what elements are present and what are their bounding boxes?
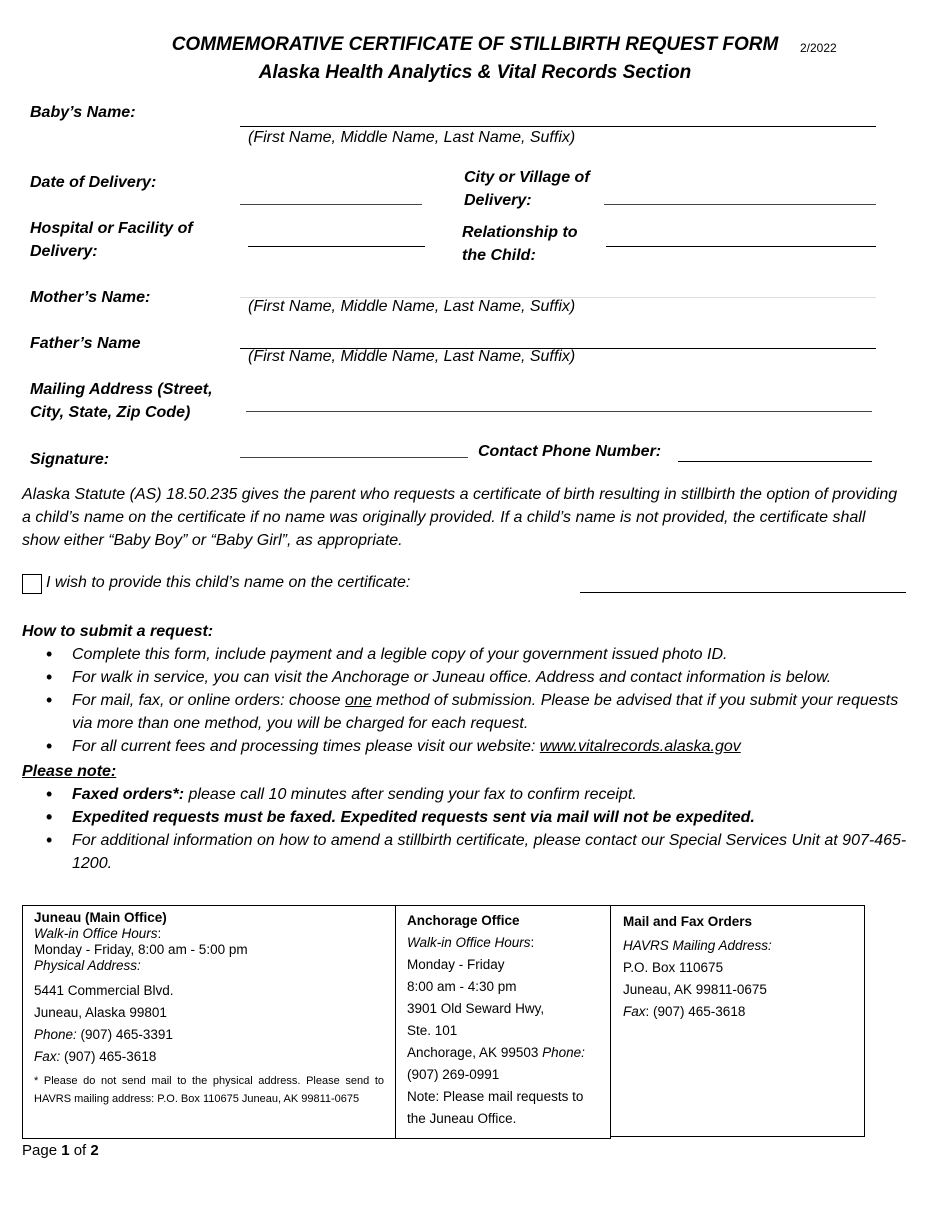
note-item-amend: • For additional information on how to amend a stillbirth certificate, please contact our Special Services Unit at 907-465-1200. <box>22 829 922 875</box>
juneau-mail-note: * Please do not send mail to the physical address. Please send to HAVRS mailing address: P.O. Box 110675 Juneau, AK 99811-0675 <box>34 1075 384 1105</box>
website-link[interactable]: www.vitalrecords.alaska.gov <box>539 738 741 755</box>
anchorage-address-line2: Ste. 101 <box>407 1023 458 1038</box>
date-of-delivery-label: Date of Delivery: <box>30 174 157 191</box>
city-of-delivery-field[interactable] <box>604 204 876 205</box>
hospital-label: Hospital or Facility of Delivery: <box>30 220 193 260</box>
juneau-address-line2: Juneau, Alaska 99801 <box>34 1005 167 1020</box>
provide-name-checkbox[interactable] <box>22 574 42 599</box>
how-to-item-fees: • For all current fees and processing times please visit our website: www.vitalrecords.alaska.gov <box>22 735 922 758</box>
mailing-address-label: Mailing Address (Street, City, State, Zip Code) <box>30 381 213 421</box>
please-note-heading: Please note: <box>22 763 117 780</box>
contact-phone-field[interactable] <box>678 461 872 462</box>
relationship-label: Relationship to the Child: <box>462 224 578 264</box>
juneau-office-box: Juneau (Main Office) Walk-in Office Hours: Monday - Friday, 8:00 am - 5:00 pm Physical Address: 5441 Commercial Blvd. Juneau, Alaska 99801 Phone: (907) 465-3391 Fax: (907) 465-3618 * Please do not send mail to the physical address. Please send to HAVRS mailing address: P.O. Box 110675 Juneau, AK 99811-0675 <box>22 905 396 1139</box>
note-item-expedited: • Expedited requests must be faxed. Expedited requests sent via mail will not be expedited. <box>22 806 922 829</box>
mother-name-label: Mother’s Name: <box>30 289 151 306</box>
baby-name-field[interactable] <box>240 126 876 127</box>
juneau-address-line1: 5441 Commercial Blvd. <box>34 983 174 998</box>
juneau-fax: Fax: (907) 465-3618 <box>34 1049 157 1064</box>
form-title: COMMEMORATIVE CERTIFICATE OF STILLBIRTH REQUEST FORM <box>171 34 779 55</box>
anchorage-hours-label: Walk-in Office Hours <box>407 935 531 950</box>
mail-fax-fax: Fax: (907) 465-3618 <box>623 1004 746 1019</box>
provide-name-field[interactable] <box>580 592 906 593</box>
how-to-submit-section <box>22 620 922 758</box>
baby-name-hint: (First Name, Middle Name, Last Name, Suffix) <box>248 129 576 146</box>
page-number: Page 1 of 2 <box>22 1142 99 1159</box>
mailing-address-field[interactable] <box>246 411 872 412</box>
father-name-label: Father’s Name <box>30 335 141 352</box>
anchorage-phone: (907) 269-0991 <box>407 1067 500 1082</box>
date-of-delivery-field[interactable] <box>240 204 422 205</box>
relationship-field[interactable] <box>606 246 876 247</box>
juneau-hours: Monday - Friday, 8:00 am - 5:00 pm <box>34 942 248 957</box>
provide-name-label: I wish to provide this child’s name on the certificate: <box>46 574 411 591</box>
anchorage-title: Anchorage Office <box>407 913 520 928</box>
mother-name-hint: (First Name, Middle Name, Last Name, Suffix) <box>248 298 576 315</box>
juneau-title: Juneau (Main Office) <box>34 910 167 925</box>
father-name-hint: (First Name, Middle Name, Last Name, Suffix) <box>248 348 576 365</box>
revision-date: 2/2022 <box>800 41 837 55</box>
anchorage-office-box: Anchorage Office Walk-in Office Hours: Monday - Friday 8:00 am - 4:30 pm 3901 Old Seward Hwy, Ste. 101 Anchorage, AK 99503 Phone: (907) 269-0991 Note: Please mail requests to the Juneau Office. <box>395 905 611 1139</box>
mail-fax-po-box: P.O. Box 110675 <box>623 960 724 975</box>
anchorage-hours: 8:00 am - 4:30 pm <box>407 979 517 994</box>
baby-name-label: Baby’s Name: <box>30 104 136 121</box>
signature-field[interactable] <box>240 457 468 458</box>
how-to-item-method: • For mail, fax, or online orders: choose one method of submission. Please be advised that if you submit your requests via more than one method, you will be charged for each request. <box>22 689 922 735</box>
juneau-physical-label: Physical Address: <box>34 958 141 973</box>
juneau-hours-label: Walk-in Office Hours <box>34 926 158 941</box>
note-item-faxed: • Faxed orders*: please call 10 minutes after sending your fax to confirm receipt. <box>22 783 922 806</box>
mail-fax-mailing-label: HAVRS Mailing Address: <box>623 938 772 953</box>
hospital-field[interactable] <box>248 246 425 247</box>
anchorage-address-line3: Anchorage, AK 99503 Phone: <box>407 1045 585 1060</box>
mail-fax-box <box>610 905 865 1137</box>
anchorage-note-line1: Note: Please mail requests to <box>407 1089 584 1104</box>
how-to-item-form: • Complete this form, include payment and a legible copy of your government issued photo ID. <box>22 643 922 666</box>
city-of-delivery-label: City or Village of Delivery: <box>464 169 590 209</box>
contact-phone-label: Contact Phone Number: <box>478 443 662 460</box>
anchorage-address-line1: 3901 Old Seward Hwy, <box>407 1001 545 1016</box>
how-to-item-walk-in: • For walk in service, you can visit the Anchorage or Juneau office. Address and contact information is below. <box>22 666 922 689</box>
juneau-phone: Phone: (907) 465-3391 <box>34 1027 173 1042</box>
mail-fax-title: Mail and Fax Orders <box>623 914 753 929</box>
anchorage-days: Monday - Friday <box>407 957 505 972</box>
mail-fax-city: Juneau, AK 99811-0675 <box>623 982 767 997</box>
statute-paragraph: Alaska Statute (AS) 18.50.235 gives the parent who requests a certificate of birth resulting in stillbirth the option of providing a child’s name on the certificate if no name was originally provided. If a child’s name is not provided, the certificate shall show either “Baby Boy” or “Baby Girl”, as appropriate. <box>22 486 898 549</box>
signature-label: Signature: <box>30 451 110 468</box>
anchorage-note-line2: the Juneau Office. <box>407 1111 517 1126</box>
form-subtitle: Alaska Health Analytics & Vital Records Section <box>258 62 692 83</box>
how-to-submit-heading: How to submit a request: <box>22 623 214 640</box>
please-note-section <box>22 760 922 875</box>
